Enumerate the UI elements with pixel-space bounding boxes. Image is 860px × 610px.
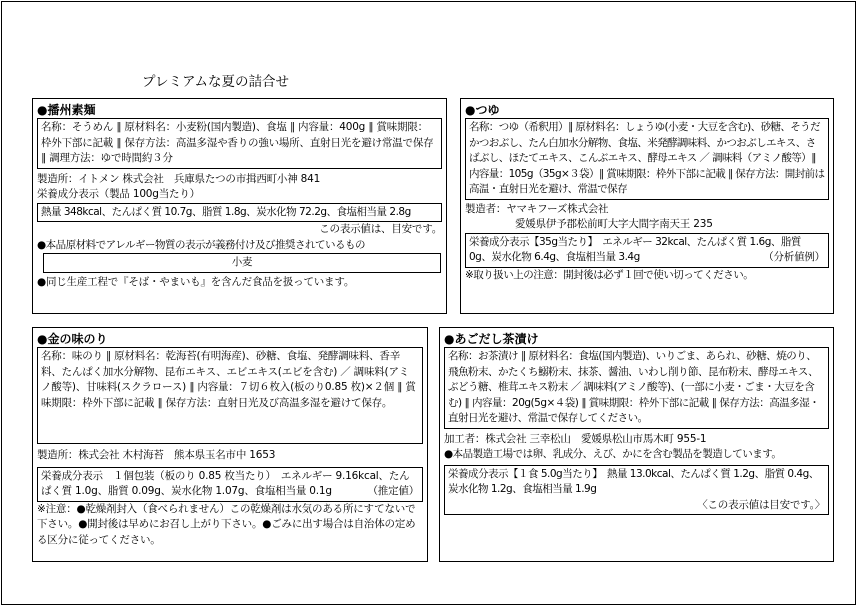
- nori-label-box: 名称：味のり ∥ 原材料名：乾海苔(有明海産)、砂糖、食塩、発酵調味料、香辛料、たんぱく加水分解物、昆布エキス、エビエキス(エビを含む) ／ 調味料(アミノ酸等)、甘味料(スクラロース) ∥ 内容量：７切６枚入(板のり0.85 枚)×２個 ∥ 賞味期限：枠外下部に記載 ∥ 保存方法：直射日光及び高温多湿を避けて保存。: [37, 347, 423, 444]
- nori-nutrition-box: [37, 467, 423, 502]
- tsuyu-handling-note: ※取り扱い上の注意：開封後は必ず１回で使い切ってください。: [465, 268, 754, 281]
- tsuyu-label-box: 名称：つゆ（希釈用）∥ 原材料名：しょうゆ(小麦・大豆を含む)、砂糖、そうだかつおぶし、たん白加水分解物、食塩、米発酵調味料、かつおぶしエキス、さばぶし、ほたてエキス、こんぶエキス、酵母エキス ／ 調味料（アミノ酸等）∥ 内容量：105g（35g×３袋）∥ 賞味期限：枠外下部に記載 ∥ 保存方法：開封前は高温・直射日光を避け、常温で保存: [465, 118, 829, 200]
- nori-nutrition: 栄養成分表示 １個包装（板のり 0.85 枚当たり） エネルギー 9.16kcal、たんぱく質 1.0g、脂質 0.09g、炭水化物 1.07g、食塩相当量 0.1g: [41, 469, 410, 497]
- tsuyu-heading: ●つゆ: [465, 103, 500, 117]
- somen-estimate: この表示値は、目安です。: [319, 223, 442, 235]
- somen-allergen-box: 小麦: [43, 253, 441, 273]
- somen-panel: [32, 98, 447, 314]
- nori-panel: [32, 327, 428, 562]
- chazuke-processor: 加工者：株式会社 三幸松山 愛媛県松山市馬木町 955-1: [444, 432, 707, 445]
- tsuyu-maker-address: 愛媛県伊予郡松前町大字大間字南天王 235: [515, 218, 713, 230]
- tsuyu-nutrition-box: [465, 233, 829, 268]
- nori-maker: 製造所：株式会社 木村海苔 熊本県玉名市中 1653: [37, 449, 276, 461]
- page-title: プレミアムな夏の詰合せ: [142, 74, 290, 90]
- nori-heading: ●金の味のり: [37, 332, 108, 346]
- chazuke-label-box: 名称：お茶漬け ∥ 原材料名：食塩(国内製造)、いりごま、あられ、砂糖、焼のり、飛魚粉末、かたくち鰯粉末、抹茶、醤油、いわし削り節、昆布粉末、酵母エキス、ぶどう糖、椎茸エキス粉末 ／ 調味料(アミノ酸等)、(一部に小麦・ごま・大豆を含む) ∥ 内容量：20g(5g×４袋) ∥ 賞味期限：枠外下部に記載 ∥ 保存方法：高温多湿・直射日光を避け、常温で保存してください。: [444, 347, 829, 429]
- somen-maker: 製造所：イトメン 株式会社 兵庫県たつの市揖西町小神 841: [37, 172, 321, 185]
- chazuke-factory-note: ●本品製造工場では卵、乳成分、えび、かにを含む製品を製造しています。: [444, 448, 782, 460]
- nori-caution: ※注意：●乾燥剤封入（食べられません）この乾燥剤は水気のある所にすてないで下さい。●開封後は早めにお召し上がり下さい。●ごみに出す場合は自治体の定める区分に従ってください。: [37, 502, 416, 546]
- somen-label-box: 名称：そうめん ∥ 原材料名：小麦粉(国内製造)、食塩 ∥ 内容量：400g ∥ 賞味期限：枠外下部に記載 ∥ 保存方法：高温多湿や香りの強い場所、直射日光を避け常温で保存 ∥ 調理方法：ゆで時間約３分: [37, 118, 442, 169]
- somen-nutrition-title: 栄養成分表示（製品 100g当たり）: [37, 188, 200, 200]
- chazuke-nutrition-box: [444, 465, 829, 516]
- tsuyu-panel: [460, 98, 834, 314]
- tsuyu-maker-name: 製造者：ヤマキフーズ株式会社: [465, 202, 609, 215]
- nori-estimate: （推定値）: [367, 485, 419, 497]
- somen-shared-line: ●同じ生産工程で『そば・やまいも』を含んだ食品を扱っています。: [37, 275, 355, 288]
- somen-allergen-note: ●本品原材料でアレルギー物質の表示が義務付け及び推奨されているもの: [37, 238, 365, 251]
- chazuke-heading: ●あごだし茶漬け: [444, 332, 539, 346]
- label-sheet: [1, 1, 856, 605]
- chazuke-panel: [439, 327, 834, 562]
- chazuke-nutrition: 栄養成分表示【１食 5.0g当たり】 熱量 13.0kcal、たんぱく質 1.2g、脂質 0.4g、炭水化物 1.2g、食塩相当量 1.9g: [448, 467, 819, 495]
- tsuyu-nutrition-note: （分析値例）: [763, 251, 825, 263]
- tsuyu-nutrition: 栄養成分表示【35g当たり】 エネルギー 32kcal、たんぱく質 1.6g、脂質 0g、炭水化物 6.4g、食塩相当量 3.4g: [469, 235, 801, 263]
- somen-nutrition-box: 熱量 348kcal、たんぱく質 10.7g、脂質 1.8g、炭水化物 72.2g、食塩相当量 2.8g: [37, 203, 442, 223]
- chazuke-estimate: 〈この表示値は目安です。〉: [697, 498, 825, 511]
- somen-heading: ●播州素麺: [37, 103, 96, 117]
